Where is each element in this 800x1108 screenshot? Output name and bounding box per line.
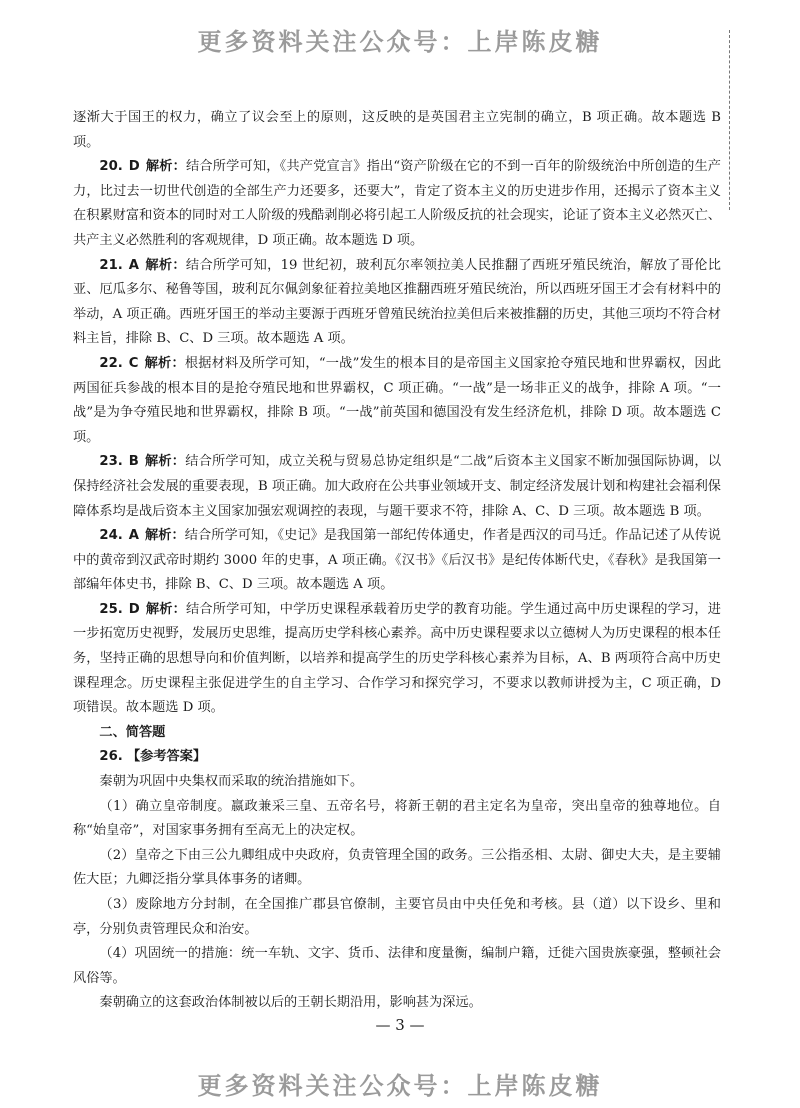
question-number: 20. — [99, 159, 123, 175]
question-number: 25. — [99, 601, 123, 617]
page-number: — 3 — — [375, 1016, 425, 1034]
answer-letter: D — [128, 601, 140, 617]
analysis-text: 结合所学可知，成立关税与贸易总协定组织是“二战”后资本主义国家不断加强国际协调，以保持经济社会发展的重要表现，B 项正确。加大政府在公共事业领域开支、制定经济发展计划和构建社会福利保障体系均是战后资本主义国家加强宏观调控的表现，与题干要求不符，排除 A、C、D 三项。故本题选 B 项。 — [73, 454, 722, 519]
analysis-label: 解析： — [144, 528, 185, 544]
analysis-label: 解析： — [144, 257, 186, 273]
analysis-label: 解析： — [144, 355, 185, 371]
analysis-label: 解析： — [144, 454, 186, 470]
analysis-label: 解析： — [145, 601, 187, 617]
question-22 — [73, 352, 721, 450]
question-number: 21. — [99, 257, 123, 273]
question-number: 23. — [99, 454, 123, 470]
answer-letter: B — [128, 454, 139, 470]
question-number: 26. — [99, 749, 123, 765]
question-23 — [73, 450, 721, 524]
question-21 — [73, 254, 721, 352]
answer-letter: C — [128, 355, 139, 371]
q26-point-3: （3）废除地方分封制，在全国推广郡县官僚制，主要官员由中央任免和考核。县（道）以下设乡、里和亭，分别负责管理民众和治安。 — [73, 897, 721, 937]
analysis-text: 结合所学可知，中学历史课程承载着历史学的教育功能。学生通过高中历史课程的学习，进一步拓宽历史视野，发展历史思维，提高历史学科核心素养。高中历史课程要求以立德树人为历史课程的根本任务，坚持正确的思想导向和价值判断，以培养和提高学生的历史学科核心素养为目标，A、B 两项符合高中历史课程理念。历史课程主张促进学生的自主学习、合作学习和探究学习，不要求以教师讲授为主，C 项正确，D 项错误。故本题选 D 项。 — [73, 601, 721, 716]
q26-point-1: （1）确立皇帝制度。嬴政兼采三皇、五帝名号，将新王朝的君主定名为皇帝，突出皇帝的独尊地位。自称“始皇帝”，对国家事务拥有至高无上的决定权。 — [73, 798, 721, 839]
section-title: 二、简答题 — [99, 724, 166, 740]
analysis-text: 根据材料及所学可知，“一战”发生的根本目的是帝国主义国家抢夺殖民地和世界霸权，因此两国征兵参战的根本目的是抢夺殖民地和世界霸权，C 项正确。“一战”是一场非正义的战争，排除 A 项。“一战”是为争夺殖民地和世界霸权，排除 B 项。“一战”前英国和德国没有发生经济危机，排除 D 项。故本题选 C 项。 — [73, 355, 722, 445]
q26-point-4: （4）巩固统一的措施：统一车轨、文字、货币、法律和度量衡，编制户籍，迁徙六国贵族豪强，整顿社会风俗等。 — [73, 946, 721, 986]
question-25 — [73, 598, 721, 721]
page-content — [73, 106, 721, 1016]
answer-letter: D — [128, 159, 140, 175]
analysis-text: 结合所学可知，《史记》是我国第一部纪传体通史，作者是西汉的司马迁。作品记述了从传说中的黄帝到汉武帝时期约 3000 年的史事，A 项正确。《汉书》《后汉书》是纪传体断代史，《春秋》是我国第一部编年体史书，排除 B、C、D 三项。故本题选 A 项。 — [73, 528, 721, 593]
q26-point-2: （2）皇帝之下由三公九卿组成中央政府，负责管理全国的政务。三公指丞相、太尉、御史大夫，是主要辅佐大臣；九卿泛指分掌具体事务的诸卿。 — [73, 847, 721, 888]
scan-edge-line — [729, 30, 730, 210]
q26-conclusion: 秦朝确立的这套政治体制被以后的王朝长期沿用，影响甚为深远。 — [99, 995, 482, 1011]
answer-letter: A — [128, 257, 139, 273]
reference-answer-label: 【参考答案】 — [126, 749, 207, 765]
question-number: 22. — [99, 355, 123, 371]
analysis-text: 结合所学可知，19 世纪初，玻利瓦尔率领拉美人民推翻了西班牙殖民统治，解放了哥伦比亚、厄瓜多尔、秘鲁等国，玻利瓦尔佩剑象征着拉美地区推翻西班牙殖民统治，所以西班牙国王才会有材料中的举动，A 项正确。西班牙国王的举动主要源于西班牙曾殖民统治拉美但后来被推翻的历史，其他三项均不符合材料主旨，排除 B、C、D 三项。故本题选 A 项。 — [73, 257, 721, 347]
answer-letter: A — [128, 528, 139, 544]
continuation-text: 逐渐大于国王的权力，确立了议会至上的原则，这反映的是英国君主立宪制的确立，B 项正确。故本题选 B 项。 — [73, 110, 721, 150]
question-24 — [73, 524, 721, 598]
question-26-header — [73, 745, 721, 770]
analysis-text: 结合所学可知，《共产党宣言》指出“资产阶级在它的不到一百年的阶级统治中所创造的生产力，比过去一切世代创造的全部生产力还要多，还要大”，肯定了资本主义的历史进步作用，还揭示了资本主义在积累财富和资本的同时对工人阶级的残酷剥削必将引起工人阶级反抗的社会现实，论证了资本主义必然灭亡、共产主义必然胜利的客观规律，D 项正确。故本题选 D 项。 — [73, 159, 721, 248]
watermark-bottom: 更多资料关注公众号：上岸陈皮糖 — [197, 1072, 603, 1100]
analysis-label: 解析： — [145, 159, 187, 175]
question-20 — [73, 155, 721, 253]
watermark-top: 更多资料关注公众号：上岸陈皮糖 — [197, 28, 603, 56]
question-number: 24. — [99, 528, 123, 544]
q26-intro: 秦朝为巩固中央集权而采取的统治措施如下。 — [99, 774, 364, 790]
